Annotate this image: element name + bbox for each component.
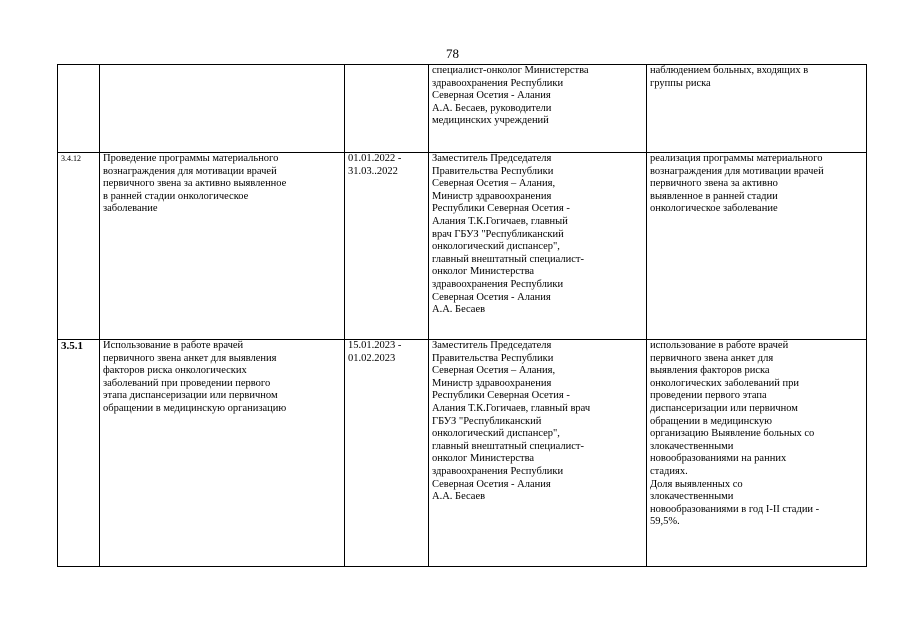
row-number: 3.5.1 — [61, 340, 83, 352]
result-text: реализация программы материального вознаграждения для мотивации врачей первичного звена за активно выявленное в ранней стадии онкологическое заболевание — [650, 153, 824, 215]
measures-table — [57, 64, 867, 567]
table-row — [58, 65, 867, 153]
result-text: использование в работе врачей первичного звена анкет для выявления факторов риска онкологических заболеваний при проведении первого этапа диспансеризации или первичном обращении в медицинскую организацию Выявление больных со злокачественными новообразованиями на ранних стадиях. Доля выявленных со злокачественными новообразованиями в год I-II стадии - 59,5%. — [650, 340, 820, 528]
responsible-cell — [429, 65, 647, 153]
dates-cell — [345, 340, 429, 567]
responsible-cell — [429, 153, 647, 340]
action-cell — [100, 340, 345, 567]
table-row — [58, 153, 867, 340]
row-number-cell — [58, 65, 100, 153]
responsible-text: Заместитель Председателя Правительства Республики Северная Осетия – Алания, Министр здравоохранения Республики Северная Осетия - Алания Т.К.Гогичаев, главный врач ГБУЗ "Республиканский онкологический диспансер", главный внештатный специалист- онколог Министерства здравоохранения Республики Северная Осетия - Алания А.А. Бесаев — [432, 340, 591, 503]
action-cell — [100, 153, 345, 340]
table-row — [58, 340, 867, 567]
result-cell — [647, 340, 867, 567]
result-text: наблюдением больных, входящих в группы риска — [650, 65, 809, 89]
responsible-text: специалист-онколог Министерства здравоохранения Республики Северная Осетия - Алания А.А. Бесаев, руководители медицинских учреждений — [432, 65, 589, 127]
dates-cell — [345, 153, 429, 340]
row-number-cell — [58, 340, 100, 567]
responsible-cell — [429, 340, 647, 567]
action-text: Проведение программы материального вознаграждения для мотивации врачей первичного звена за активно выявленное в ранней стадии онкологическое заболевание — [103, 153, 287, 215]
dates-text: 15.01.2023 - 01.02.2023 — [348, 340, 402, 364]
row-number-cell — [58, 153, 100, 340]
dates-text: 01.01.2022 - 31.03..2022 — [348, 153, 402, 177]
result-cell — [647, 65, 867, 153]
responsible-text: Заместитель Председателя Правительства Республики Северная Осетия – Алания, Министр здравоохранения Республики Северная Осетия - Алания Т.К.Гогичаев, главный врач ГБУЗ "Республиканский онкологический диспансер", главный внештатный специалист- онколог Министерства здравоохранения Республики Северная Осетия - Алания А.А. Бесаев — [432, 153, 585, 316]
page-number: 78 — [446, 46, 459, 61]
result-cell — [647, 153, 867, 340]
action-text: Использование в работе врачей первичного звена анкет для выявления факторов риска онкологических заболеваний при проведении первого этапа диспансеризации или первичном обращении в медицинскую организацию — [103, 340, 287, 414]
row-number: 3.4.12 — [61, 154, 81, 163]
action-cell — [100, 65, 345, 153]
dates-cell — [345, 65, 429, 153]
